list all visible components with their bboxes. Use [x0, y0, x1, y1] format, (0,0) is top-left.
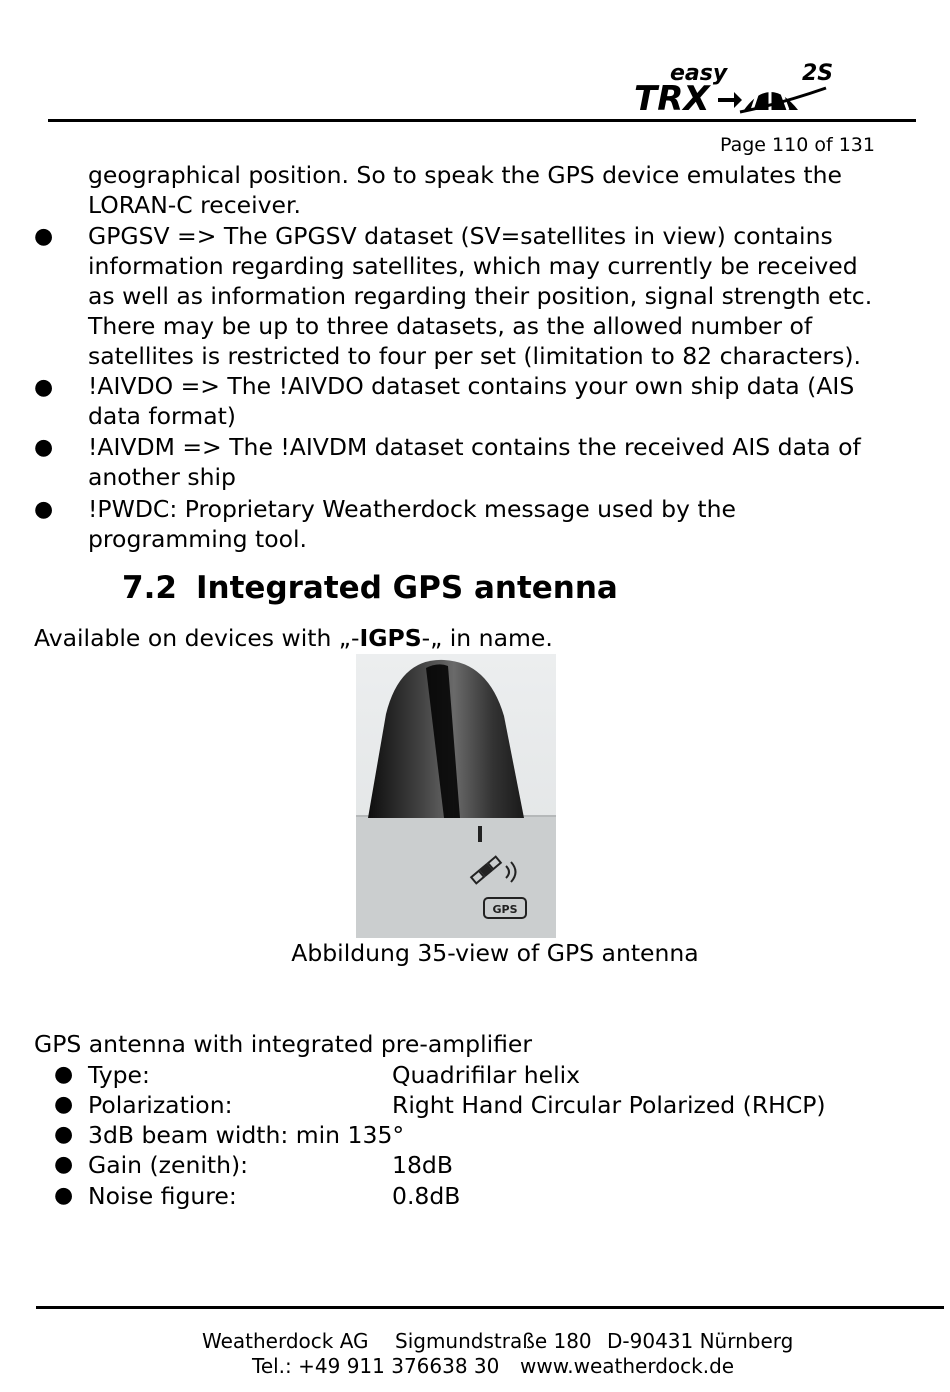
bullet-icon: ●	[54, 1183, 74, 1208]
bullet-line: There may be up to three datasets, as the allowed number of	[88, 312, 813, 340]
antenna-base-panel	[356, 816, 556, 938]
gps-antenna-photo	[356, 654, 556, 938]
bullet-icon: ●	[54, 1152, 74, 1177]
footer-street: Sigmundstraße 180	[395, 1329, 592, 1353]
bullet-line: GPGSV => The GPGSV dataset (SV=satellites in view) contains	[88, 222, 833, 250]
spec-value: Right Hand Circular Polarized (RHCP)	[392, 1091, 826, 1119]
continuation-line: LORAN-C receiver.	[88, 191, 301, 219]
bullet-icon: ●	[54, 1092, 74, 1117]
availability-after: -„ in name.	[421, 624, 553, 652]
specs-intro: GPS antenna with integrated pre-amplifier	[34, 1030, 533, 1058]
spec-row	[0, 1181, 900, 1211]
bullet-line: !AIVDO => The !AIVDO dataset contains your own ship data (AIS	[88, 372, 855, 400]
figure-caption: Abbildung 35-view of GPS antenna	[291, 939, 699, 967]
availability-note	[34, 623, 553, 653]
logo-trx-text: TRX	[634, 79, 710, 118]
spec-value: Quadrifilar helix	[392, 1061, 581, 1089]
footer-city: D-90431 Nürnberg	[607, 1329, 794, 1353]
bullet-line: !PWDC: Proprietary Weatherdock message used by the	[88, 495, 736, 523]
spec-label: Noise figure:	[88, 1182, 237, 1210]
availability-before: Available on devices with „-	[34, 624, 360, 652]
bullet-icon: ●	[34, 224, 54, 249]
section-title: Integrated GPS antenna	[196, 570, 618, 606]
easy-trx-logo	[630, 58, 850, 118]
spec-row	[0, 1090, 900, 1120]
bullet-icon: ●	[54, 1122, 74, 1147]
continuation-line: geographical position. So to speak the GPS device emulates the	[88, 161, 842, 189]
bullet-icon: ●	[34, 435, 54, 460]
gps-badge-label: GPS	[492, 903, 518, 916]
bullet-line: satellites is restricted to four per set (limitation to 82 characters).	[88, 342, 861, 370]
spec-label: Type:	[88, 1061, 150, 1089]
footer-website: www.weatherdock.de	[520, 1354, 735, 1378]
section-number: 7.2	[122, 570, 177, 606]
logo-easy-text: easy	[670, 61, 728, 86]
bullet-line: !AIVDM => The !AIVDM dataset contains the received AIS data of	[88, 433, 861, 461]
bullet-icon: ●	[34, 497, 54, 522]
logo-suffix-text: 2S	[802, 61, 834, 86]
page-number: Page 110 of 131	[720, 134, 875, 156]
logo-arrow-icon	[718, 92, 742, 108]
footer-rule	[36, 1306, 944, 1309]
bullet-line: data format)	[88, 402, 236, 430]
bullet-line: another ship	[88, 463, 236, 491]
bullet-icon: ●	[54, 1062, 74, 1087]
spec-label: 3dB beam width: min 135°	[88, 1121, 405, 1149]
spec-label: Polarization:	[88, 1091, 233, 1119]
section-heading	[122, 570, 618, 606]
availability-model: IGPS	[359, 624, 422, 652]
spec-row	[0, 1120, 900, 1150]
header-rule	[48, 119, 916, 122]
spec-value: 0.8dB	[392, 1182, 461, 1210]
spec-row	[0, 1060, 900, 1090]
spec-row	[0, 1150, 900, 1180]
bullet-icon: ●	[34, 375, 54, 400]
bullet-line: programming tool.	[88, 525, 307, 553]
footer-phone: Tel.: +49 911 376638 30	[252, 1354, 500, 1378]
spec-label: Gain (zenith):	[88, 1151, 249, 1179]
bullet-line: as well as information regarding their position, signal strength etc.	[88, 282, 873, 310]
footer-company: Weatherdock AG	[202, 1329, 369, 1353]
bullet-line: information regarding satellites, which may currently be received	[88, 252, 858, 280]
spec-value: 18dB	[392, 1151, 453, 1179]
